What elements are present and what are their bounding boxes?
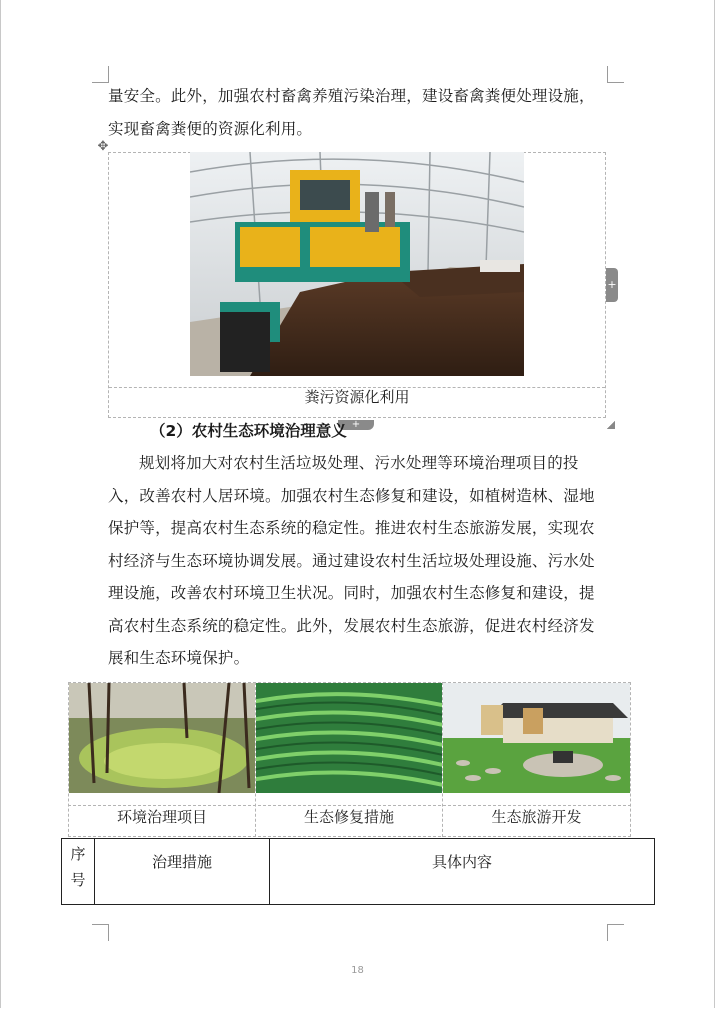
header-cell-content[interactable]: 具体内容	[270, 839, 655, 905]
table-header-row	[62, 839, 655, 905]
paragraph-main: 规划将加大对农村生活垃圾处理、污水处理等环境治理项目的投入，改善农村人居环境。加强农村生态修复和建设，如植树造林、湿地保护等，提高农村生态系统的稳定性。推进农村生态旅游发展，实现农村经济与生态环境协调发展。通过建设农村生活垃圾处理设施、污水处理设施，改善农村环境卫生状况。同时，加强农村生态修复和建设，提高农村生态系统的稳定性。此外，发展农村生态旅游，促进农村经济发展和生态环境保护。	[108, 454, 595, 667]
eco-tourism-resort-photo	[443, 683, 630, 793]
wetland-pond-photo	[69, 683, 255, 793]
photo-caption-tourism: 生态旅游开发	[491, 808, 582, 826]
margin-mark-top-right	[607, 66, 624, 83]
add-column-tab[interactable]: +	[606, 268, 618, 302]
compost-turner-photo	[190, 152, 524, 376]
margin-mark-bottom-right	[607, 924, 624, 941]
figure-caption: 粪污资源化利用	[304, 388, 410, 406]
measures-table	[61, 838, 655, 905]
section-heading: （2）农村生态环境治理意义	[150, 422, 347, 440]
photo-caption-environment: 环境治理项目	[116, 808, 207, 826]
paragraph-top: 量安全。此外，加强农村畜禽养殖污染治理，建设畜禽粪便处理设施，实现畜禽粪便的资源化利用。	[108, 87, 595, 138]
header-cell-index[interactable]: 序号	[62, 839, 95, 905]
photo-caption-restoration: 生态修复措施	[303, 808, 394, 826]
add-row-tab[interactable]: +	[338, 420, 374, 430]
table-resize-handle[interactable]	[607, 421, 615, 429]
margin-mark-bottom-left	[92, 924, 109, 941]
terraced-fields-photo	[256, 683, 442, 793]
margin-mark-top-left	[92, 66, 109, 83]
header-cell-measure[interactable]: 治理措施	[95, 839, 270, 905]
table-move-handle-icon[interactable]: ✥	[97, 139, 109, 154]
page-number: 18	[351, 965, 364, 976]
